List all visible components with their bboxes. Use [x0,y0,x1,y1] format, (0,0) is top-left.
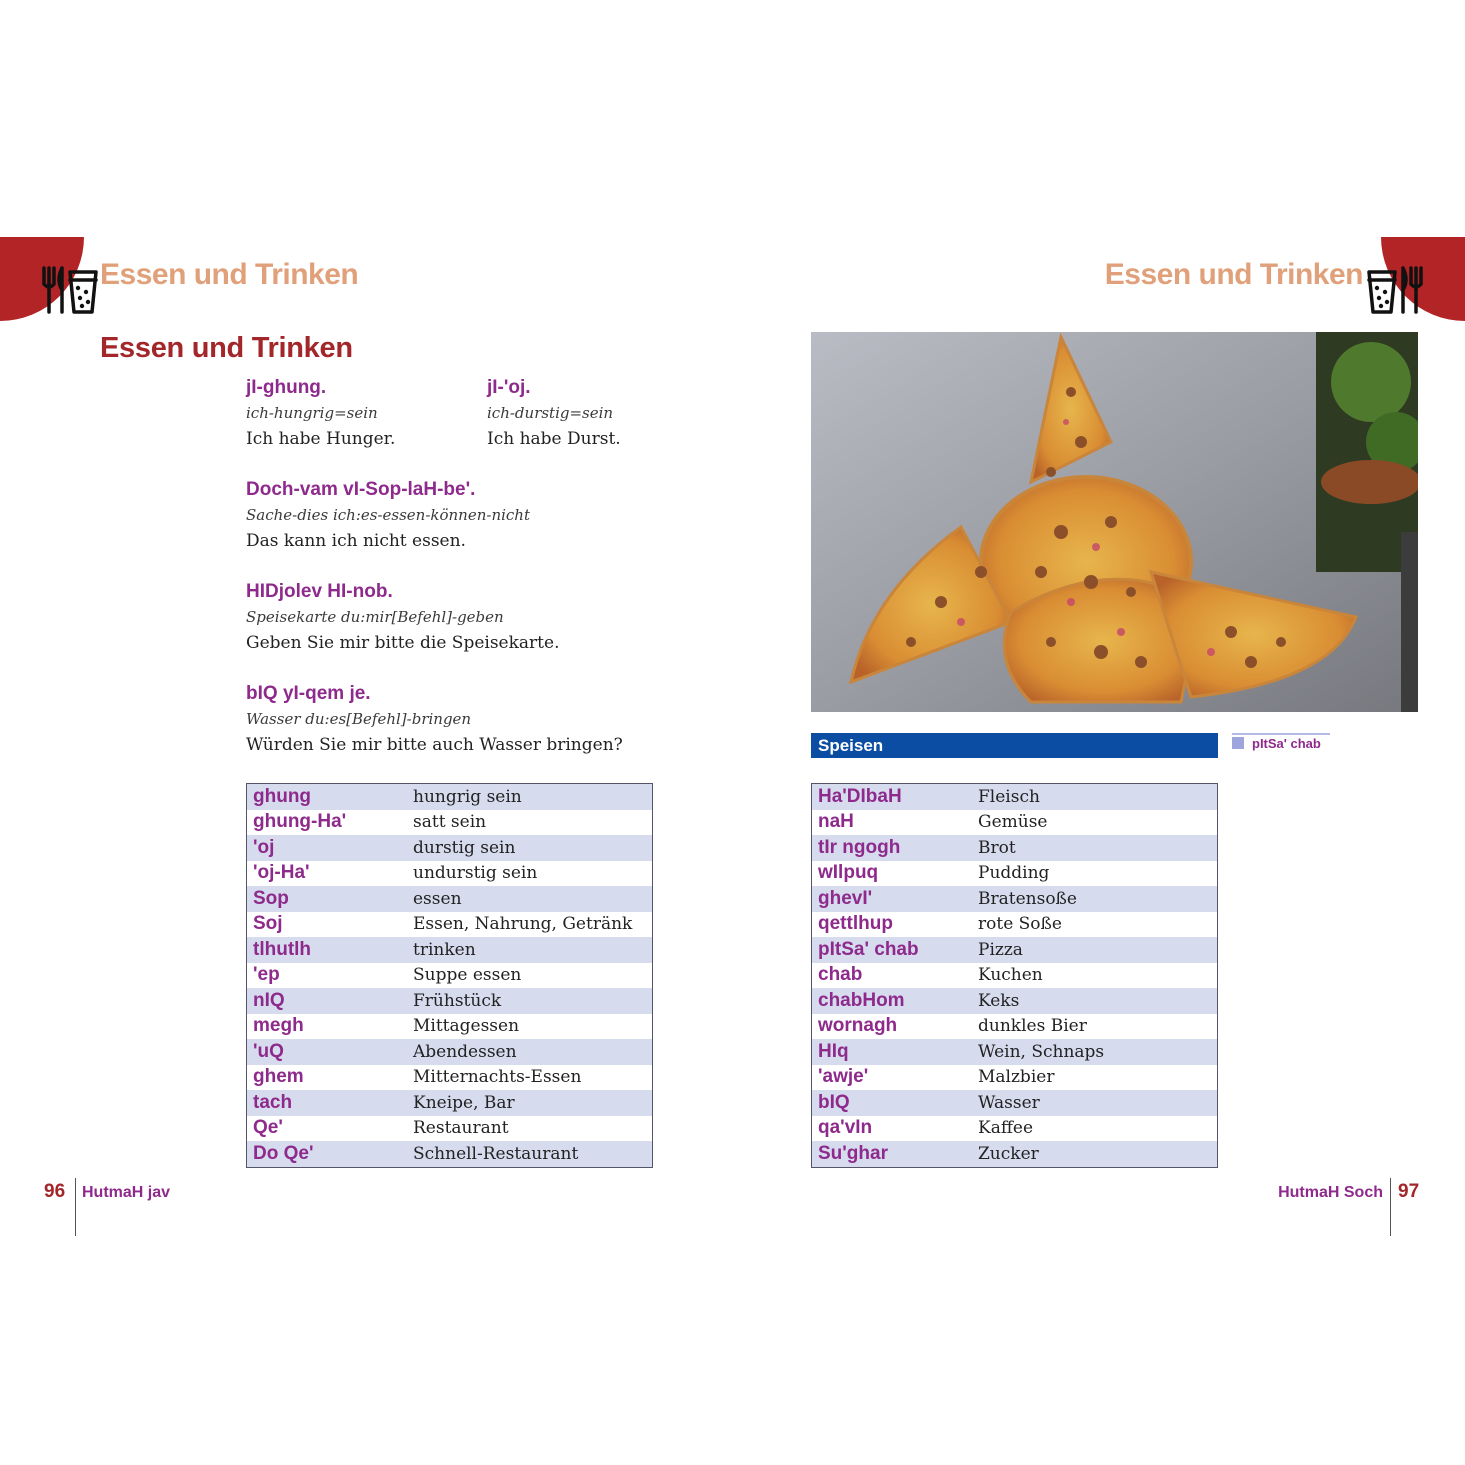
phrase-german: Würden Sie mir bitte auch Wasser bringen? [246,735,623,755]
german-translation: Mitternachts-Essen [413,1067,582,1088]
klingon-word: wornagh [818,1015,898,1037]
table-row [812,1090,1217,1116]
table-row [247,963,652,989]
german-translation: Fleisch [978,786,1040,807]
klingon-word: pItSa' chab [818,938,919,960]
klingon-word: qa'vIn [818,1117,873,1139]
phrase-gloss: Wasser du:es[Befehl]-bringen [246,710,472,728]
klingon-word: Su'ghar [818,1142,888,1164]
klingon-word: 'oj [253,836,275,858]
phrase-german: Ich habe Hunger. [246,429,396,449]
german-translation: Keks [978,990,1020,1011]
table-row [812,886,1217,912]
footer-divider-right [1390,1178,1391,1236]
klingon-word: 'ep [253,964,280,986]
table-row [812,1141,1217,1167]
klingon-word: megh [253,1015,304,1037]
german-translation: dunkles Bier [978,1016,1087,1037]
klingon-word: HIq [818,1040,849,1062]
table-row [812,1039,1217,1065]
klingon-word: qettlhup [818,913,893,935]
german-translation: Pudding [978,863,1050,884]
klingon-word: Sop [253,887,289,909]
speisen-section-bar: Speisen [811,733,1218,758]
photo-caption [1232,733,1330,751]
table-row [247,1014,652,1040]
right-header-title: Essen und Trinken [1104,258,1363,291]
german-translation: trinken [413,939,476,960]
klingon-word: Soj [253,913,283,935]
german-translation: Suppe essen [413,965,522,986]
klingon-word: tlhutlh [253,938,312,960]
german-translation: Mittagessen [413,1016,520,1037]
german-translation: essen [413,888,462,909]
table-row [812,810,1217,836]
table-row [812,861,1217,887]
german-translation: Gemüse [978,812,1048,833]
klingon-word: 'uQ [253,1040,284,1062]
table-row [812,912,1217,938]
table-row [247,810,652,836]
german-translation: Brot [978,837,1016,858]
klingon-word: ghung-Ha' [253,811,347,833]
german-translation: Abendessen [413,1041,517,1062]
german-translation: satt sein [413,812,487,833]
german-translation: durstig sein [413,837,516,858]
phrase-gloss: Sache-dies ich:es-essen-können-nicht [246,506,530,524]
german-translation: Kneipe, Bar [413,1092,515,1113]
klingon-word: bIQ [818,1091,850,1113]
klingon-word: 'awje' [818,1066,869,1088]
table-row [247,1116,652,1142]
klingon-word: Qe' [253,1117,283,1139]
phrase-cannot-eat [246,477,666,555]
table-row [247,784,652,810]
klingon-word: chabHom [818,989,905,1011]
table-row [812,835,1217,861]
table-row [812,988,1217,1014]
table-row [247,988,652,1014]
klingon-word: ghevI' [818,887,873,909]
table-row [812,1014,1217,1040]
phrase-klingon: jI-ghung. [246,377,327,398]
page-number-left: 96 [44,1181,66,1202]
klingon-word: naH [818,811,854,833]
german-translation: Pizza [978,939,1023,960]
footer-divider-left [75,1178,76,1236]
klingon-word: ghem [253,1066,304,1088]
table-row [247,1065,652,1091]
table-row [247,861,652,887]
phrase-klingon: Doch-vam vI-Sop-laH-be'. [246,479,476,500]
table-row [247,1141,652,1167]
klingon-word: Ha'DIbaH [818,785,902,807]
table-row [812,1065,1217,1091]
cutlery-and-glass-icon [1367,262,1427,316]
german-translation: Wasser [978,1092,1040,1113]
german-translation: Malzbier [978,1067,1055,1088]
phrase-klingon: HIDjolev HI-nob. [246,581,393,602]
phrase-klingon: bIQ yI-qem je. [246,683,371,704]
klingon-word: Do Qe' [253,1142,314,1164]
table-row [247,937,652,963]
vocab-table-right [811,783,1218,1168]
table-row [812,963,1217,989]
german-translation: Restaurant [413,1118,509,1139]
klingon-word: chab [818,964,863,986]
pizza-photo [811,332,1418,712]
table-row [247,835,652,861]
german-translation: Schnell-Restaurant [413,1143,579,1164]
phrase-menu [246,579,666,657]
page-heading: Essen und Trinken [100,332,353,364]
german-translation: Frühstück [413,990,502,1011]
phrase-gloss: Speisekarte du:mir[Befehl]-geben [246,608,504,626]
footer-title-left: HutmaH jav [82,1184,171,1201]
german-translation: Kuchen [978,965,1043,986]
table-row [812,937,1217,963]
vocab-table-left [246,783,653,1168]
footer-title-right: HutmaH Soch [1278,1184,1383,1201]
table-row [247,1039,652,1065]
german-translation: Essen, Nahrung, Getränk [413,914,633,935]
german-translation: undurstig sein [413,863,538,884]
german-translation: Zucker [978,1143,1039,1164]
phrase-gloss: ich-hungrig=sein [246,404,378,422]
left-header-title: Essen und Trinken [100,258,359,291]
german-translation: Kaffee [978,1118,1034,1139]
photo-caption-text: pItSa' chab [1252,736,1321,751]
phrase-water [246,681,666,759]
klingon-word: tach [253,1091,293,1113]
phrase-klingon: jI-'oj. [487,377,531,398]
german-translation: hungrig sein [413,786,522,807]
table-row [247,912,652,938]
square-marker-icon [1232,737,1244,749]
cutlery-and-glass-icon [38,262,98,316]
phrase-german: Ich habe Durst. [487,429,621,449]
table-row [247,1090,652,1116]
phrase-thirsty [487,375,727,453]
klingon-word: wIlpuq [818,862,879,884]
table-row [247,886,652,912]
klingon-word: nIQ [253,989,285,1011]
table-row [812,1116,1217,1142]
german-translation: Wein, Schnaps [978,1041,1105,1062]
phrase-german: Das kann ich nicht essen. [246,531,466,551]
phrase-gloss: ich-durstig=sein [487,404,614,422]
german-translation: Bratensoße [978,888,1077,909]
page-number-right: 97 [1398,1181,1420,1202]
klingon-word: ghung [253,785,312,807]
table-row [812,784,1217,810]
phrase-german: Geben Sie mir bitte die Speisekarte. [246,633,560,653]
klingon-word: tIr ngogh [818,836,901,858]
german-translation: rote Soße [978,914,1062,935]
klingon-word: 'oj-Ha' [253,862,310,884]
